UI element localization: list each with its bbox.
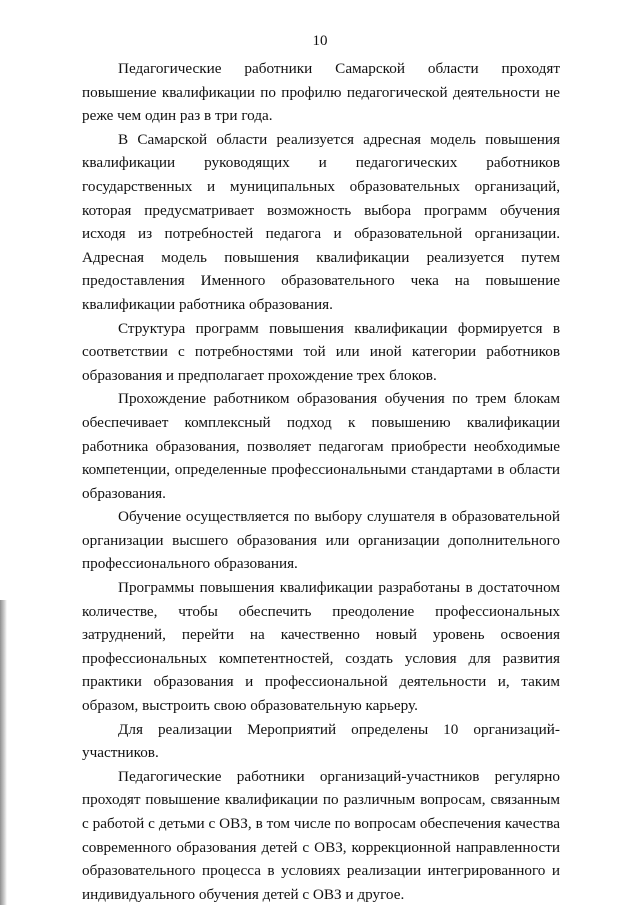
paragraph-ovz-training: Педагогические работники организаций-участников регулярно проходят повышение квалификации по различным вопросам, связанным с работой с детьми с ОВЗ, в том числе по вопросам обеспечения качества современного образования детей с ОВЗ, коррекционной направленности образовательного процесса в условиях реализации интегрированного и индивидуального обучения детей с ОВЗ и другое. (82, 767, 560, 903)
paragraph-program-structure: Структура программ повышения квалификации формируется в соответствии с потребностями той или иной категории работников образования и предполагает прохождение трех блоков. (82, 319, 560, 384)
document-body (82, 57, 560, 906)
paragraph-qualification-frequency: Педагогические работники Самарской области проходят повышение квалификации по профилю педагогической деятельности не реже чем один раз в три года. (82, 60, 560, 125)
paragraph-training-choice: Обучение осуществляется по выбору слушателя в образовательной организации высшего образования или организации дополнительного профессионального образования. (82, 508, 560, 573)
paragraph-participating-organizations: Для реализации Мероприятий определены 10 организаций-участников. (82, 720, 560, 762)
page-number: 10 (312, 33, 328, 49)
paragraph-address-model: В Самарской области реализуется адресная модель повышения квалификации руководящих и педагогических работников государственных и муниципальных образовательных организаций, которая предусматривает возможность выбора программ обучения исходя из потребностей педагога и образовательной организации. Адресная модель повышения квалификации реализуется путем предоставления Именного образовательного чека на повышение квалификации работника образования. (82, 130, 560, 313)
paragraph-three-blocks: Прохождение работником образования обучения по трем блокам обеспечивает комплексный подход к повышению квалификации работника образования, позволяет педагогам приобрести необходимые компетенции, определенные профессиональными стандартами в области образования. (82, 390, 560, 502)
scan-edge-shadow (0, 600, 7, 905)
paragraph-programs-developed: Программы повышения квалификации разработаны в достаточном количестве, чтобы обеспечить преодоление профессиональных затруднений, перейти на качественно новый уровень освоения профессиональных компетентностей, создать условия для развития практики образования и профессиональной деятельности и, таким образом, выстроить свою образовательную карьеру. (82, 579, 560, 715)
